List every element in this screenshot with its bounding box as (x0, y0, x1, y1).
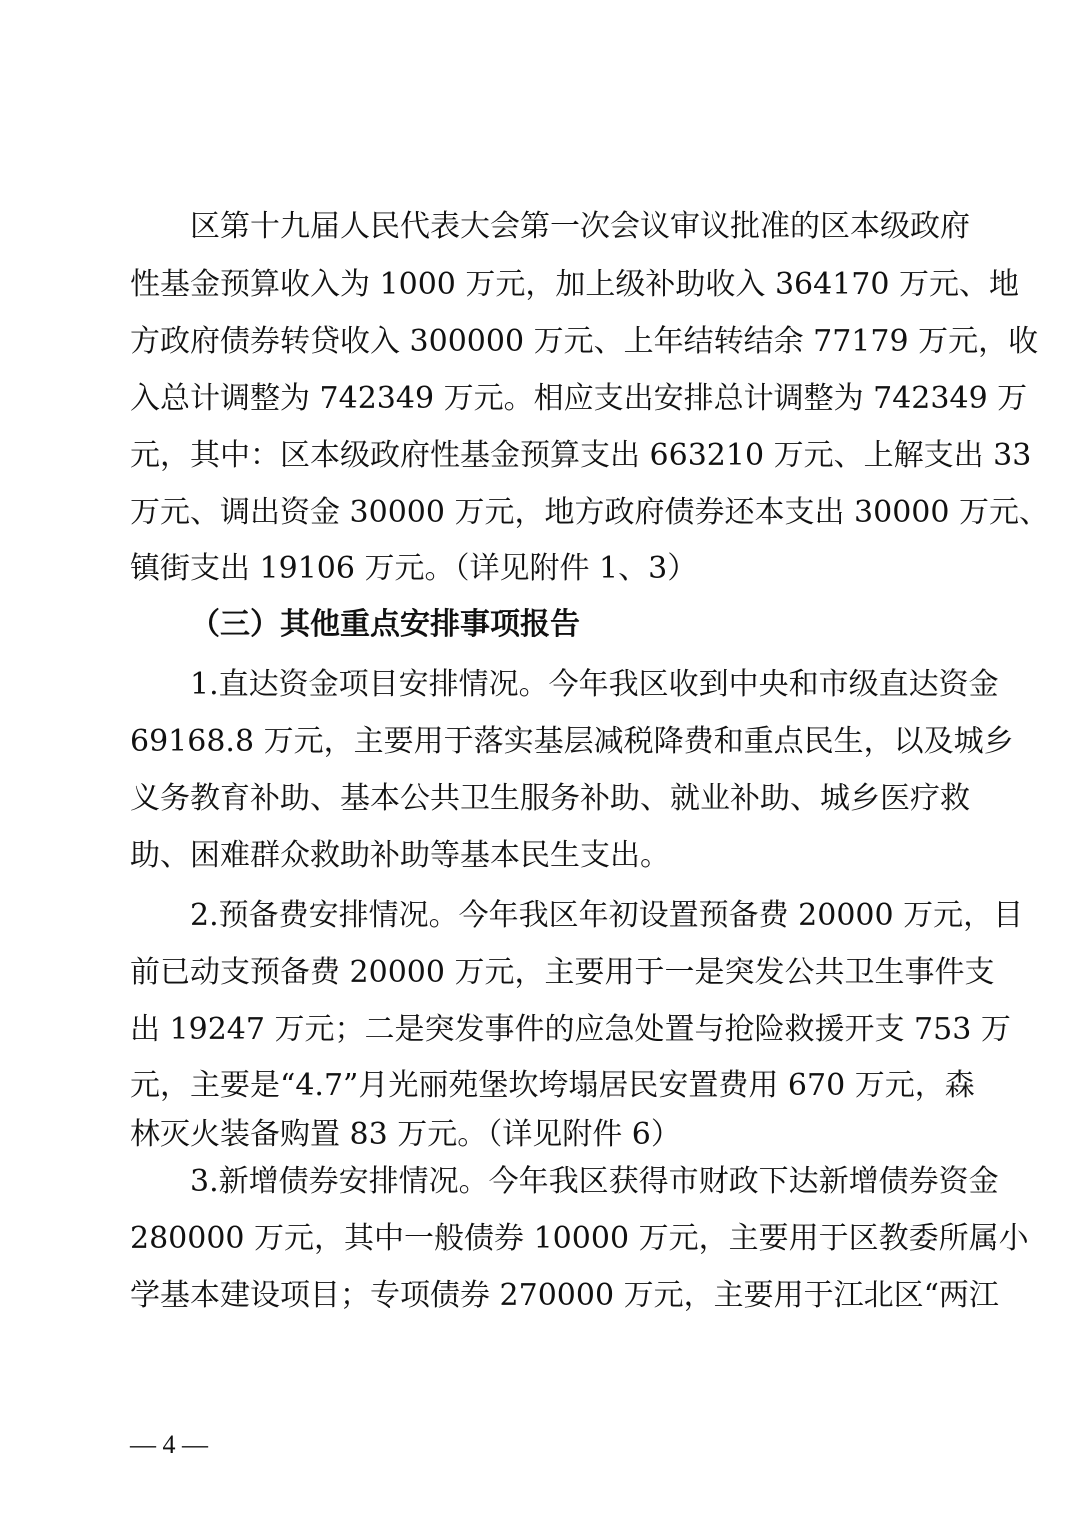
paragraph-line: 1.直达资金项目安排情况。今年我区收到中央和市级直达资金 (190, 667, 999, 702)
paragraph-line: 性基金预算收入为 1000 万元，加上级补助收入 364170 万元、地 (130, 267, 1020, 302)
paragraph-line: 280000 万元，其中一般债券 10000 万元，主要用于区教委所属小 (130, 1221, 1029, 1256)
paragraph-line: 义务教育补助、基本公共卫生服务补助、就业补助、城乡医疗救 (130, 781, 970, 816)
paragraph-line: 69168.8 万元，主要用于落实基层减税降费和重点民生，以及城乡 (130, 724, 1014, 759)
paragraph-line: 2.预备费安排情况。今年我区年初设置预备费 20000 万元，目 (190, 898, 1024, 933)
paragraph-line: 入总计调整为 742349 万元。相应支出安排总计调整为 742349 万 (130, 381, 1028, 416)
paragraph-line: 方政府债券转贷收入 300000 万元、上年结转结余 77179 万元，收 (130, 324, 1039, 359)
paragraph-line: 镇街支出 19106 万元。（详见附件 1、3） (130, 551, 698, 586)
paragraph-line: 万元、调出资金 30000 万元，地方政府债券还本支出 30000 万元、 (130, 495, 1050, 530)
paragraph-line: 出 19247 万元；二是突发事件的应急处置与抢险救援开支 753 万 (130, 1012, 1011, 1047)
paragraph-line: 学基本建设项目；专项债券 270000 万元，主要用于江北区“两江 (130, 1278, 999, 1313)
paragraph-line: 助、困难群众救助补助等基本民生支出。 (130, 838, 670, 873)
section-heading: （三）其他重点安排事项报告 (190, 607, 580, 642)
paragraph-line: 区第十九届人民代表大会第一次会议审议批准的区本级政府 (190, 209, 970, 244)
paragraph-line: 3.新增债券安排情况。今年我区获得市财政下达新增债券资金 (190, 1164, 999, 1199)
paragraph-line: 前已动支预备费 20000 万元，主要用于一是突发公共卫生事件支 (130, 955, 995, 990)
paragraph-line: 元，其中：区本级政府性基金预算支出 663210 万元、上解支出 33 (130, 438, 1032, 473)
paragraph-line: 林灭火装备购置 83 万元。（详见附件 6） (130, 1117, 681, 1152)
paragraph-line: 元，主要是“4.7”月光丽苑堡坎垮塌居民安置费用 670 万元，森 (130, 1068, 975, 1103)
page-number: — 4 — (130, 1430, 208, 1459)
